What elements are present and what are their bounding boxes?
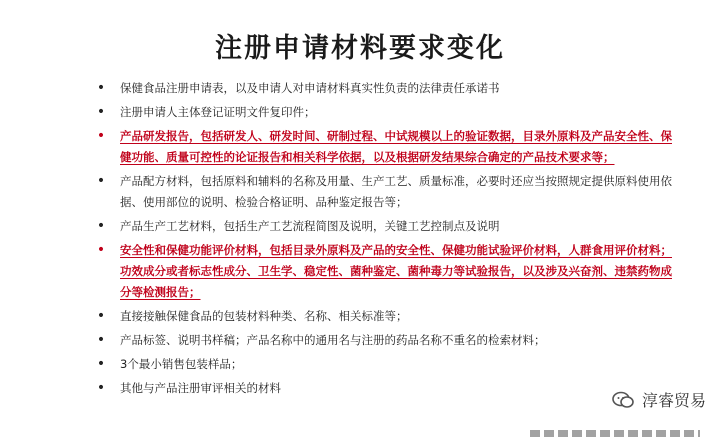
bullet-icon: • — [96, 332, 106, 348]
list-item — [96, 216, 676, 237]
bullet-icon: • — [96, 80, 106, 96]
list-item — [96, 306, 676, 327]
list-item — [96, 78, 676, 99]
bullet-icon: • — [96, 308, 106, 324]
watermark — [612, 388, 706, 411]
list-item-text: 产品配方材料，包括原料和辅料的名称及用量、生产工艺、质量标准，必要时还应当按照规定提供原料使用依据、使用部位的说明、检验合格证明、品种鉴定报告等； — [120, 174, 672, 209]
list-item-text: 产品标签、说明书样稿；产品名称中的通用名与注册的药品名称不重名的检索材料； — [120, 333, 546, 347]
list-item-text: 产品研发报告，包括研发人、研发时间、研制过程、中试规模以上的验证数据，目录外原料及产品安全性、保健功能、质量可控性的论证报告和相关科学依据，以及根据研发结果综合确定的产品技术要求等； — [120, 129, 672, 164]
list-item-text: 其他与产品注册审评相关的材料 — [120, 381, 281, 395]
wechat-official-account-icon — [612, 391, 634, 409]
bullet-icon: • — [96, 380, 106, 396]
list-item-text: 保健食品注册申请表，以及申请人对申请材料真实性负责的法律责任承诺书 — [120, 81, 500, 95]
list-item-text: 安全性和保健功能评价材料，包括目录外原料及产品的安全性、保健功能试验评价材料，人群食用评价材料；功效成分或者标志性成分、卫生学、稳定性、菌种鉴定、菌种毒力等试验报告，以及涉及兴奋剂、违禁药物成分等检测报告； — [120, 243, 672, 299]
list-item-text: 产品生产工艺材料，包括生产工艺流程简图及说明，关键工艺控制点及说明 — [120, 219, 500, 233]
page-title: 注册申请材料要求变化 — [215, 33, 505, 64]
bullet-icon: • — [96, 242, 106, 258]
list-item — [96, 354, 676, 375]
list-item — [96, 171, 676, 213]
list-item — [96, 378, 676, 399]
list-item — [96, 330, 676, 351]
bullet-icon: • — [96, 104, 106, 120]
list-item-highlighted — [96, 126, 676, 168]
bullet-icon: • — [96, 356, 106, 372]
bullet-icon: • — [96, 128, 106, 144]
list-item-text: 3个最小销售包装样品； — [120, 357, 243, 371]
list-item-text: 注册申请人主体登记证明文件复印件； — [120, 105, 316, 119]
list-item-highlighted — [96, 240, 676, 303]
requirements-list — [96, 78, 676, 402]
bullet-icon: • — [96, 173, 106, 189]
bullet-icon: • — [96, 218, 106, 234]
list-item — [96, 102, 676, 123]
watermark-text: 淳睿贸易 — [641, 391, 706, 410]
list-item-text: 直接接触保健食品的包装材料种类、名称、相关标准等； — [120, 309, 408, 323]
cropped-text-remnant — [530, 430, 700, 437]
